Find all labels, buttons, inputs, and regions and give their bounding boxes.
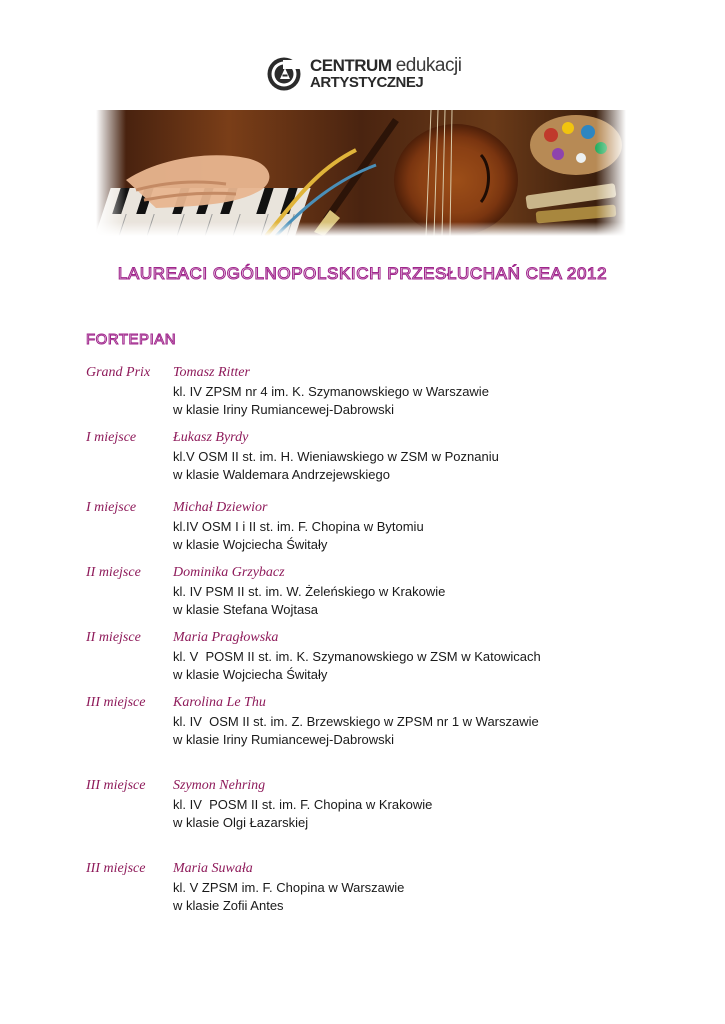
school-line: kl. V POSM II st. im. K. Szymanowskiego w ZSM w Katowicach	[173, 649, 541, 664]
teacher-line: w klasie Olgi Łazarskiej	[173, 815, 309, 830]
teacher-line: w klasie Iriny Rumiancewej-Dabrowski	[173, 402, 395, 417]
logo-word-centrum: CENTRUM	[310, 56, 392, 75]
place-label: III miejsce	[86, 861, 146, 876]
laureate-name: Maria Pragłowska	[173, 630, 279, 645]
place-label: II miejsce	[86, 565, 141, 580]
cea-logo	[266, 56, 466, 96]
school-line: kl. IV ZPSM nr 4 im. K. Szymanowskiego w Warszawie	[173, 384, 489, 399]
section-heading: FORTEPIAN	[86, 331, 177, 348]
banner-image	[96, 110, 626, 236]
teacher-line: w klasie Wojciecha Świtały	[173, 537, 328, 552]
school-line: kl. IV OSM II st. im. Z. Brzewskiego w ZPSM nr 1 w Warszawie	[173, 714, 539, 729]
laureate-name: Szymon Nehring	[173, 778, 266, 793]
school-line: kl. IV POSM II st. im. F. Chopina w Krakowie	[173, 797, 433, 812]
teacher-line: w klasie Wojciecha Świtały	[173, 667, 328, 682]
laureate-name: Łukasz Byrdy	[173, 430, 249, 445]
cea-logo-icon	[266, 56, 302, 92]
place-label: Grand Prix	[86, 365, 151, 380]
teacher-line: w klasie Iriny Rumiancewej-Dabrowski	[173, 732, 395, 747]
teacher-line: w klasie Waldemara Andrzejewskiego	[173, 467, 391, 482]
logo-word-edukacji: edukacji	[395, 55, 462, 76]
logo-title-line1	[310, 57, 461, 75]
laureate-name: Dominika Grzybacz	[173, 565, 285, 580]
school-line: kl. V ZPSM im. F. Chopina w Warszawie	[173, 880, 405, 895]
place-label: I miejsce	[86, 430, 137, 445]
place-label: II miejsce	[86, 630, 141, 645]
laureate-name: Karolina Le Thu	[173, 695, 266, 710]
school-line: kl.V OSM II st. im. H. Wieniawskiego w ZSM w Poznaniu	[173, 449, 499, 464]
place-label: III miejsce	[86, 695, 146, 710]
page-title: LAUREACI OGÓLNOPOLSKICH PRZESŁUCHAŃ CEA 2012	[117, 264, 608, 283]
laureate-name: Michał Dziewior	[173, 500, 268, 515]
place-label: III miejsce	[86, 778, 146, 793]
banner-piano-violin-palette-image	[96, 110, 626, 236]
logo-word-artystycznej: ARTYSTYCZNEJ	[310, 74, 424, 91]
school-line: kl.IV OSM I i II st. im. F. Chopina w Bytomiu	[173, 519, 424, 534]
teacher-line: w klasie Zofii Antes	[173, 898, 284, 913]
teacher-line: w klasie Stefana Wojtasa	[173, 602, 318, 617]
school-line: kl. IV PSM II st. im. W. Żeleńskiego w Krakowie	[173, 584, 446, 599]
laureate-name: Tomasz Ritter	[173, 365, 250, 380]
laureate-name: Maria Suwała	[173, 861, 253, 876]
place-label: I miejsce	[86, 500, 137, 515]
